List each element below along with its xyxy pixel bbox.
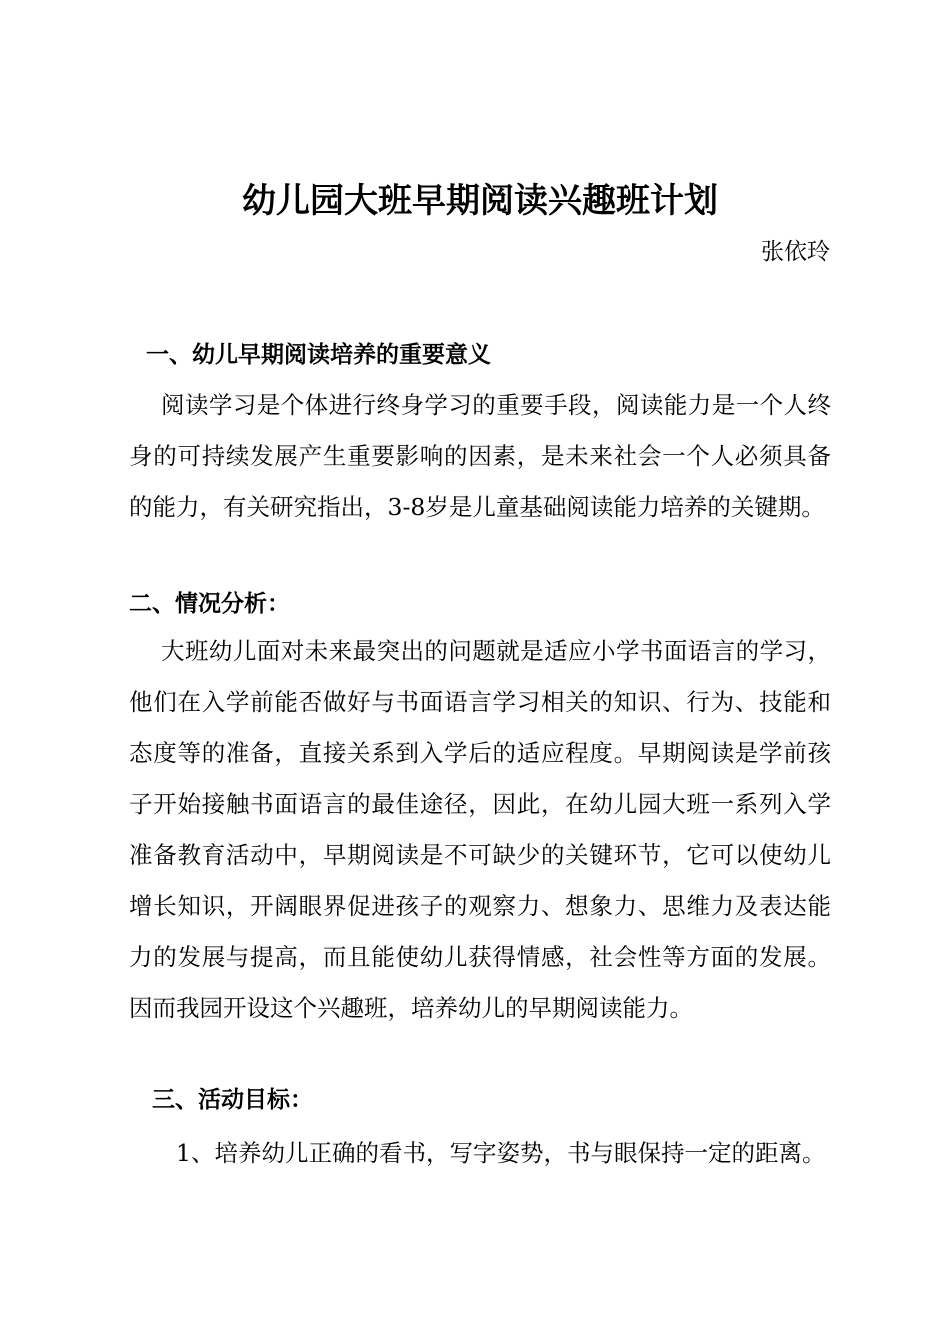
goal-list-item: 1、培养幼儿正确的看书，写字姿势，书与眼保持一定的距离。	[176, 1139, 826, 1167]
section-heading-significance: 一、幼儿早期阅读培养的重要意义	[146, 342, 491, 368]
section-heading-analysis: 二、情况分析：	[129, 591, 290, 617]
section-paragraph-significance: 阅读学习是个体进行终身学习的重要手段，阅读能力是一个人终身的可持续发展产生重要影响的因素，是未来社会一个人必须具备的能力，有关研究指出，3-8岁是儿童基础阅读能力培养的关键期。	[129, 391, 831, 521]
document-author: 张依玲	[761, 239, 830, 265]
section-paragraph-analysis: 大班幼儿面对未来最突出的问题就是适应小学书面语言的学习，他们在入学前能否做好与书面语言学习相关的知识、行为、技能和态度等的准备，直接关系到入学后的适应程度。早期阅读是学前孩子开始接触书面语言的最佳途径，因此，在幼儿园大班一系列入学准备教育活动中，早期阅读是不可缺少的关键环节，它可以使幼儿增长知识，开阔眼界促进孩子的观察力、想象力、思维力及表达能力的发展与提高，而且能使幼儿获得情感，社会性等方面的发展。因而我园开设这个兴趣班，培养幼儿的早期阅读能力。	[129, 637, 831, 1022]
document-title: 幼儿园大班早期阅读兴趣班计划	[242, 181, 718, 221]
section-heading-goals: 三、活动目标：	[152, 1087, 313, 1113]
